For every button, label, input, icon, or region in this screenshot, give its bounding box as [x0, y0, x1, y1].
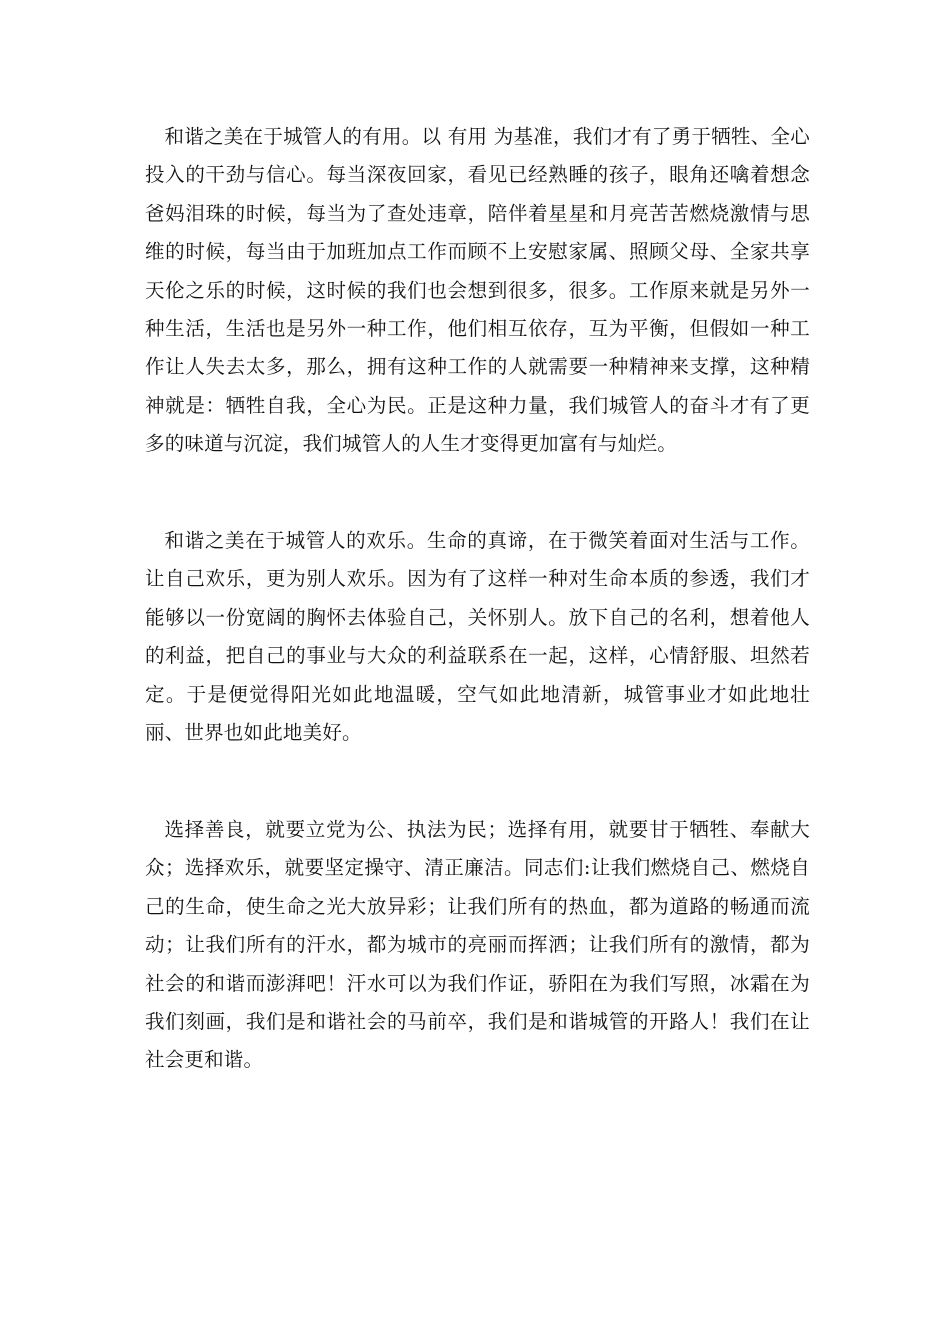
- paragraph-usefulness: 和谐之美在于城管人的有用。以 有用 为基准，我们才有了勇于牺牲、全心投入的干劲与信心。每当深夜回家，看见已经熟睡的孩子，眼角还噙着想念爸妈泪珠的时候，每当为了查处违章，陪伴着星星和月亮苦苦燃烧激情与思维的时候，每当由于加班加点工作而顾不上安慰家属、照顾父母、全家共享天伦之乐的时候，这时候的我们也会想到很多，很多。工作原来就是另外一种生活，生活也是另外一种工作，他们相互依存，互为平衡，但假如一种工作让人失去太多，那么，拥有这种工作的人就需要一种精神来支撑，这种精神就是：牺牲自我，全心为民。正是这种力量，我们城管人的奋斗才有了更多的味道与沉淀，我们城管人的人生才变得更加富有与灿烂。: [145, 125, 810, 456]
- paragraph-joy: 和谐之美在于城管人的欢乐。生命的真谛，在于微笑着面对生活与工作。让自己欢乐，更为别人欢乐。因为有了这样一种对生命本质的参透，我们才能够以一份宽阔的胸怀去体验自己，关怀别人。放下自己的名利，想着他人的利益，把自己的事业与大众的利益联系在一起，这样，心情舒服、坦然若定。于是便觉得阳光如此地温暖，空气如此地清新，城管事业才如此地壮丽、世界也如此地美好。: [145, 529, 810, 745]
- paragraph-conclusion: 选择善良，就要立党为公、执法为民；选择有用，就要甘于牺牲、奉献大众；选择欢乐，就要坚定操守、清正廉洁。同志们:让我们燃烧自己、燃烧自己的生命，使生命之光大放异彩；让我们所有的热血，都为道路的畅通而流动；让我们所有的汗水，都为城市的亮丽而挥洒；让我们所有的激情，都为社会的和谐而澎湃吧！汗水可以为我们作证，骄阳在为我们写照，冰霜在为我们刻画，我们是和谐社会的马前卒，我们是和谐城管的开路人！我们在让社会更和谐。: [145, 818, 810, 1072]
